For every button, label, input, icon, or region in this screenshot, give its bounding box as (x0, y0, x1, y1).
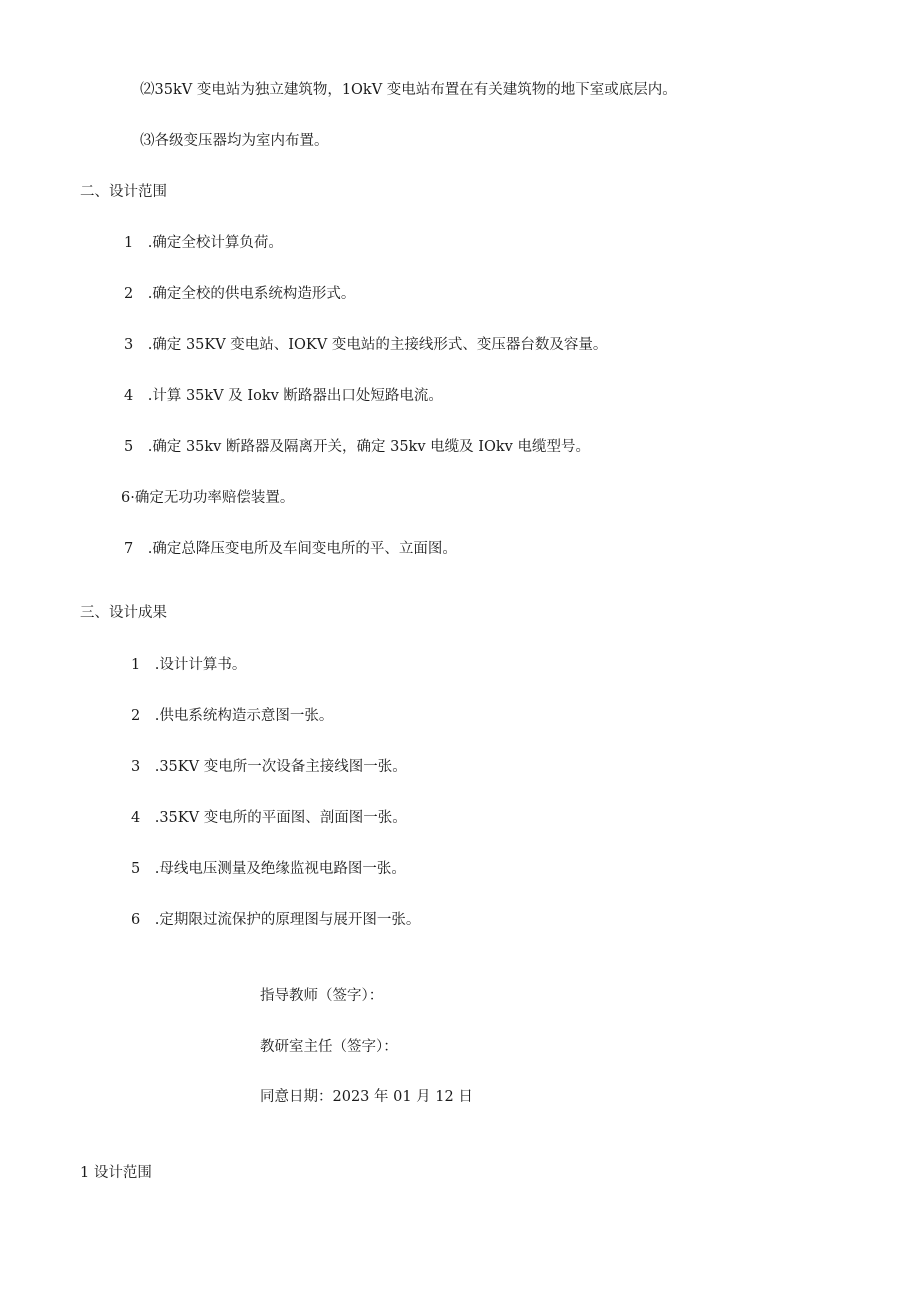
scope-item-2: 2 .确定全校的供电系统构造形式。 (124, 286, 356, 302)
scope-item-3: 3 .确定 35KV 变电站、IOKV 变电站的主接线形式、变压器台数及容量。 (124, 337, 608, 353)
results-heading: 三、设计成果 (80, 605, 167, 621)
requirement-item-2: ⑵35kV 变电站为独立建筑物，1OkV 变电站布置在有关建筑物的地下室或底层内。 (140, 82, 677, 98)
results-item-1: 1 .设计计算书。 (131, 657, 247, 673)
requirement-item-3: ⑶各级变压器均为室内布置。 (140, 133, 329, 149)
section-1-heading: 1 设计范围 (80, 1165, 152, 1181)
results-item-4: 4 .35KV 变电所的平面图、剖面图一张。 (131, 810, 407, 826)
results-item-3: 3 .35KV 变电所一次设备主接线图一张。 (131, 759, 407, 775)
director-signature-label: 教研室主任（签字）： (260, 1039, 398, 1055)
scope-heading: 二、设计范围 (80, 184, 167, 200)
scope-item-7: 7 .确定总降压变电所及车间变电所的平、立面图。 (124, 541, 457, 557)
advisor-signature-label: 指导教师（签字）： (260, 988, 384, 1004)
results-item-5: 5 .母线电压测量及绝缘监视电路图一张。 (131, 861, 406, 877)
scope-item-4: 4 .计算 35kV 及 Iokv 断路器出口处短路电流。 (124, 388, 443, 404)
approval-date: 同意日期：2023 年 01 月 12 日 (260, 1089, 473, 1105)
results-item-6: 6 .定期限过流保护的原理图与展开图一张。 (131, 912, 421, 928)
results-item-2: 2 .供电系统构造示意图一张。 (131, 708, 334, 724)
scope-item-6: 6·确定无功功率赔偿装置。 (121, 490, 295, 506)
scope-item-1: 1 .确定全校计算负荷。 (124, 235, 283, 251)
scope-item-5: 5 .确定 35kv 断路器及隔离开关，确定 35kv 电缆及 IOkv 电缆型号。 (124, 439, 590, 455)
